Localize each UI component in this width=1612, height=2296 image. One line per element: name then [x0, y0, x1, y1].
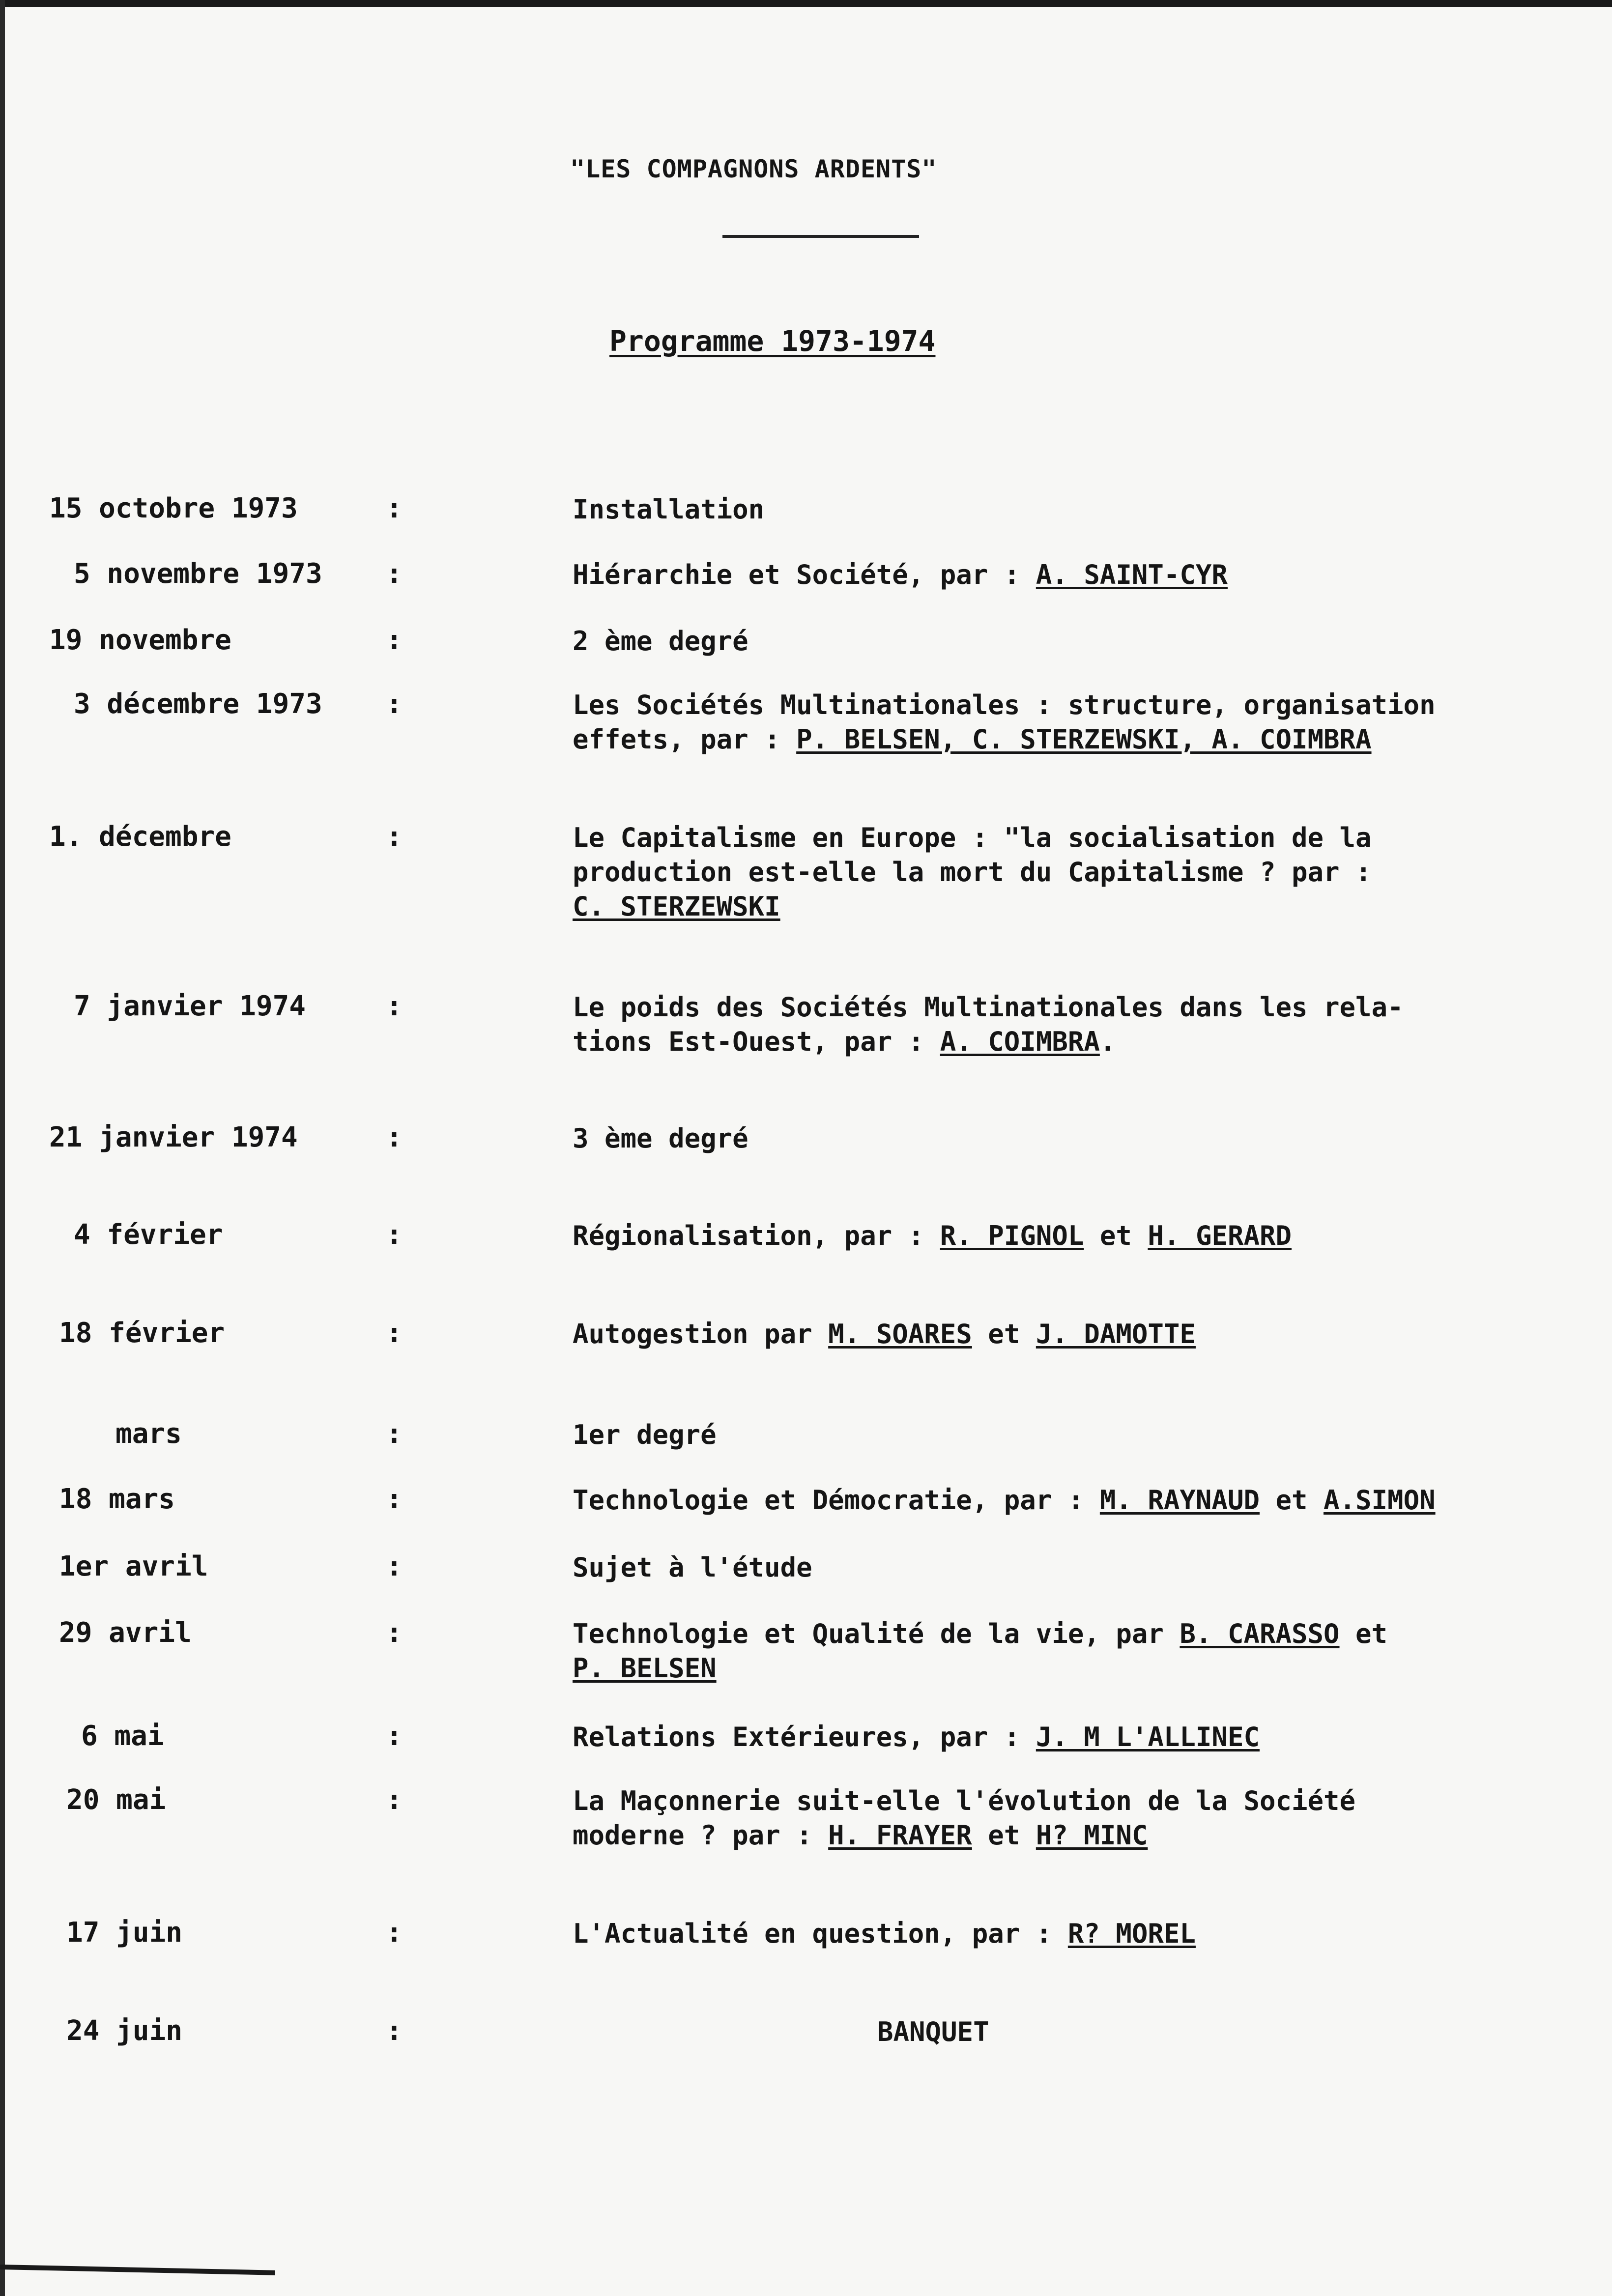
entry-date: 20 mai — [66, 1784, 166, 1816]
entry-speakers: M. SOARES — [828, 1319, 972, 1349]
entry-topic — [573, 1784, 1605, 1853]
entry-speakers: J. M L'ALLINEC — [1036, 1722, 1260, 1752]
entry-separator: : — [386, 1121, 403, 1153]
entry-date: 24 juin — [66, 2015, 183, 2047]
entry-date: 5 novembre 1973 — [74, 558, 322, 590]
entry-separator: : — [386, 1219, 403, 1251]
entry-topic-text: BANQUET — [877, 2016, 989, 2047]
entry-date: 17 juin — [66, 1917, 183, 1949]
entry-date: 1. décembre — [49, 821, 231, 853]
entry-date: 21 janvier 1974 — [49, 1121, 298, 1153]
entry-topic-text: 2 ème degré — [573, 626, 748, 657]
entry-separator: : — [386, 1720, 403, 1752]
entry-separator: : — [386, 990, 403, 1022]
entry-separator: : — [386, 821, 403, 853]
entry-topic-tail: et — [1259, 1485, 1324, 1516]
entry-topic — [573, 558, 1605, 592]
entry-topic-text: Technologie et Démocratie, par : — [573, 1485, 1100, 1516]
entry-date: 15 octobre 1973 — [49, 492, 298, 524]
entry-separator: : — [386, 1550, 403, 1582]
entry-topic — [573, 1219, 1605, 1253]
entry-speakers-second: H? MINC — [1036, 1820, 1148, 1851]
entry-date: 4 février — [74, 1219, 223, 1251]
entry-topic — [877, 2015, 1612, 2049]
entry-topic — [573, 1550, 1605, 1585]
entry-date: 7 janvier 1974 — [74, 990, 306, 1022]
entry-speakers: B. CARASSO — [1180, 1618, 1340, 1649]
programme-title: Programme 1973-1974 — [609, 324, 936, 358]
entry-speakers: P. BELSEN, C. STERZEWSKI, A. COIMBRA — [796, 724, 1372, 755]
entry-topic — [573, 1121, 1605, 1156]
entry-speakers: H. FRAYER — [828, 1820, 972, 1851]
entry-speakers: M. RAYNAUD — [1099, 1485, 1260, 1516]
entry-speakers-second: H. GERARD — [1148, 1220, 1292, 1251]
entry-speakers: A. COIMBRA — [940, 1026, 1100, 1057]
entry-date: 18 février — [59, 1317, 225, 1349]
entry-topic-tail: et — [972, 1319, 1036, 1349]
club-name: "LES COMPAGNONS ARDENTS" — [570, 155, 937, 183]
entry-separator: : — [386, 558, 403, 590]
entry-topic-tail: et — [1355, 1618, 1388, 1649]
entry-speakers-second: P. BELSEN — [573, 1653, 717, 1684]
entry-topic — [573, 821, 1605, 924]
entry-separator: : — [386, 1483, 403, 1515]
entry-separator: : — [386, 1617, 403, 1649]
entry-separator: : — [386, 1418, 403, 1450]
entry-speakers-second: J. DAMOTTE — [1036, 1319, 1196, 1349]
entry-topic-text: Autogestion par — [573, 1319, 829, 1349]
page-edge-bottom — [0, 2265, 275, 2275]
entry-topic-text: Relations Extérieures, par : — [573, 1722, 1036, 1752]
entry-separator: : — [386, 1784, 403, 1816]
entry-topic-text: Technologie et Qualité de la vie, par — [573, 1618, 1180, 1649]
entry-date: 1er avril — [59, 1550, 208, 1582]
entry-separator: : — [386, 2015, 403, 2047]
page-edge-top — [0, 0, 1612, 7]
entry-topic-tail: . — [1099, 1026, 1116, 1057]
entry-topic-text: Hiérarchie et Société, par : — [573, 559, 1036, 590]
entry-separator: : — [386, 624, 403, 656]
entry-topic — [573, 1917, 1605, 1951]
entry-topic — [573, 1483, 1605, 1518]
entry-topic-text: Sujet à l'étude — [573, 1552, 812, 1583]
entry-speakers: R? MOREL — [1067, 1918, 1196, 1949]
entry-date: 29 avril — [59, 1617, 192, 1649]
title-rule — [722, 235, 919, 238]
entry-topic — [573, 624, 1605, 659]
entry-topic — [573, 1418, 1605, 1452]
entry-topic — [573, 990, 1605, 1059]
entry-speakers-second: A.SIMON — [1324, 1485, 1436, 1516]
entry-speakers: R. PIGNOL — [940, 1220, 1084, 1251]
entry-date: 6 mai — [81, 1720, 164, 1752]
entry-separator: : — [386, 1917, 403, 1949]
entry-date: 19 novembre — [49, 624, 231, 656]
entry-topic-text: Les Sociétés Multinationales : structure, organisation effets, par : — [573, 689, 1436, 755]
entry-topic-text: 3 ème degré — [573, 1123, 748, 1154]
entry-date: 18 mars — [59, 1483, 175, 1515]
entry-separator: : — [386, 492, 403, 524]
entry-topic — [573, 492, 1605, 527]
entry-separator: : — [386, 688, 403, 720]
entry-topic-text: Installation — [573, 494, 765, 525]
entry-separator: : — [386, 1317, 403, 1349]
entry-topic-text: Le Capitalisme en Europe : "la socialisation de la production est-elle la mort du Capitalisme ? par : — [573, 822, 1372, 888]
entry-speakers: A. SAINT-CYR — [1036, 559, 1228, 590]
entry-topic-text: Le poids des Sociétés Multinationales dans les rela- tions Est-Ouest, par : — [573, 992, 1404, 1057]
entry-topic-tail: et — [1084, 1220, 1148, 1251]
entry-topic-text: L'Actualité en question, par : — [573, 1918, 1068, 1949]
entry-topic-text: 1er degré — [573, 1419, 717, 1450]
entry-topic — [573, 688, 1605, 757]
entry-topic-text: Régionalisation, par : — [573, 1220, 940, 1251]
entry-speakers: C. STERZEWSKI — [573, 891, 780, 922]
entry-date: mars — [115, 1418, 182, 1450]
entry-topic — [573, 1617, 1605, 1686]
page-edge-left — [0, 0, 5, 2296]
entry-date: 3 décembre 1973 — [74, 688, 322, 720]
entry-topic — [573, 1317, 1605, 1351]
entry-topic-tail: et — [972, 1820, 1036, 1851]
entry-topic — [573, 1720, 1605, 1754]
entry-topic-text: La Maçonnerie suit-elle l'évolution de la Société moderne ? par : — [573, 1785, 1356, 1851]
